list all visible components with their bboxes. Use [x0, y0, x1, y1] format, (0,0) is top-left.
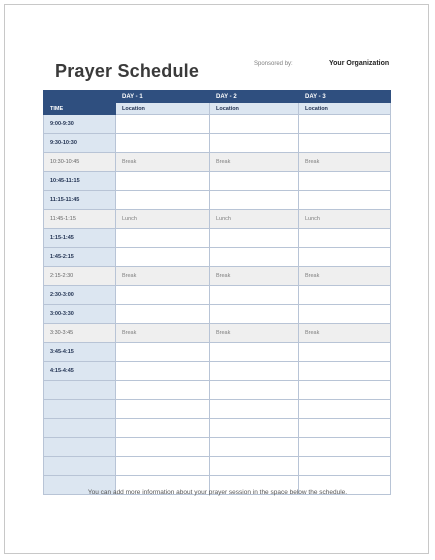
schedule-cell[interactable]: [210, 115, 299, 134]
table-row: [44, 153, 391, 172]
schedule-cell[interactable]: [116, 229, 210, 248]
schedule-cell[interactable]: [116, 115, 210, 134]
schedule-cell[interactable]: Break: [299, 153, 391, 172]
table-row: [44, 286, 391, 305]
schedule-cell[interactable]: Break: [210, 267, 299, 286]
schedule-cell[interactable]: [299, 115, 391, 134]
schedule-cell[interactable]: [210, 343, 299, 362]
schedule-cell[interactable]: [116, 191, 210, 210]
schedule-cell[interactable]: Break: [210, 324, 299, 343]
time-cell[interactable]: 3:30-3:45: [44, 324, 116, 343]
schedule-cell[interactable]: Break: [299, 267, 391, 286]
schedule-cell[interactable]: [299, 381, 391, 400]
schedule-cell[interactable]: [210, 286, 299, 305]
table-row: [44, 267, 391, 286]
schedule-cell[interactable]: [299, 248, 391, 267]
time-cell[interactable]: 9:30-10:30: [44, 134, 116, 153]
day-3-location: Location: [299, 103, 391, 115]
table-row: [44, 115, 391, 134]
footer-note: You can add more information about your prayer session in the space below the schedule.: [87, 489, 348, 496]
table-row: [44, 248, 391, 267]
schedule-cell[interactable]: [299, 457, 391, 476]
schedule-cell[interactable]: [299, 191, 391, 210]
day-1-location: Location: [116, 103, 210, 115]
time-cell[interactable]: 11:15-11:45: [44, 191, 116, 210]
table-row: [44, 324, 391, 343]
schedule-cell[interactable]: [116, 362, 210, 381]
schedule-cell[interactable]: [116, 134, 210, 153]
schedule-cell[interactable]: [299, 419, 391, 438]
time-cell[interactable]: 2:15-2:30: [44, 267, 116, 286]
table-row: [44, 457, 391, 476]
schedule-cell[interactable]: [210, 419, 299, 438]
time-cell[interactable]: 3:45-4:15: [44, 343, 116, 362]
schedule-cell[interactable]: [299, 172, 391, 191]
schedule-cell[interactable]: [210, 229, 299, 248]
schedule-cell[interactable]: [299, 134, 391, 153]
time-cell[interactable]: 4:15-4:45: [44, 362, 116, 381]
schedule-cell[interactable]: [210, 191, 299, 210]
schedule-cell[interactable]: [116, 248, 210, 267]
schedule-cell[interactable]: [299, 343, 391, 362]
schedule-cell[interactable]: Break: [299, 324, 391, 343]
schedule-cell[interactable]: [210, 134, 299, 153]
table-row: [44, 343, 391, 362]
table-row: [44, 229, 391, 248]
time-cell[interactable]: 9:00-9:30: [44, 115, 116, 134]
schedule-cell[interactable]: [299, 362, 391, 381]
time-cell[interactable]: 1:45-2:15: [44, 248, 116, 267]
time-cell[interactable]: [44, 457, 116, 476]
schedule-cell[interactable]: Lunch: [116, 210, 210, 229]
time-cell[interactable]: 11:45-1:15: [44, 210, 116, 229]
schedule-cell[interactable]: [116, 457, 210, 476]
time-cell[interactable]: 10:45-11:15: [44, 172, 116, 191]
table-row: [44, 419, 391, 438]
time-cell[interactable]: [44, 400, 116, 419]
day-3-header: DAY - 3: [299, 91, 391, 103]
schedule-cell[interactable]: Break: [116, 267, 210, 286]
table-row: [44, 381, 391, 400]
schedule-cell[interactable]: [116, 286, 210, 305]
table-row: [44, 400, 391, 419]
schedule-cell[interactable]: [210, 438, 299, 457]
schedule-body: [44, 115, 391, 495]
schedule-cell[interactable]: [116, 381, 210, 400]
schedule-cell[interactable]: [210, 248, 299, 267]
schedule-cell[interactable]: [116, 419, 210, 438]
schedule-cell[interactable]: [210, 362, 299, 381]
day-header-row: [44, 91, 391, 103]
table-row: [44, 191, 391, 210]
schedule-cell[interactable]: [210, 457, 299, 476]
day-2-location: Location: [210, 103, 299, 115]
schedule-cell[interactable]: [299, 400, 391, 419]
location-header-row: [44, 103, 391, 115]
schedule-cell[interactable]: [116, 400, 210, 419]
table-row: [44, 134, 391, 153]
sponsored-label: Sponsored by:: [254, 61, 293, 67]
schedule-cell[interactable]: [299, 229, 391, 248]
time-cell[interactable]: 1:15-1:45: [44, 229, 116, 248]
time-cell[interactable]: [44, 438, 116, 457]
schedule-cell[interactable]: Lunch: [299, 210, 391, 229]
schedule-cell[interactable]: Break: [210, 153, 299, 172]
schedule-cell[interactable]: [210, 381, 299, 400]
table-row: [44, 438, 391, 457]
time-column-header: TIME: [44, 103, 116, 115]
schedule-table: [43, 90, 391, 495]
page-title: Prayer Schedule: [55, 61, 200, 81]
schedule-cell[interactable]: [116, 305, 210, 324]
day-1-header: DAY - 1: [116, 91, 210, 103]
schedule-cell[interactable]: [210, 172, 299, 191]
time-cell[interactable]: 10:30-10:45: [44, 153, 116, 172]
schedule-cell[interactable]: [116, 343, 210, 362]
time-cell[interactable]: [44, 419, 116, 438]
schedule-cell[interactable]: [299, 438, 391, 457]
schedule-cell[interactable]: Break: [116, 324, 210, 343]
time-cell[interactable]: [44, 381, 116, 400]
schedule-cell[interactable]: [299, 305, 391, 324]
table-row: [44, 305, 391, 324]
organization-name[interactable]: Your Organization: [329, 60, 390, 67]
time-cell[interactable]: 2:30-3:00: [44, 286, 116, 305]
day-2-header: DAY - 2: [210, 91, 299, 103]
time-cell[interactable]: 3:00-3:30: [44, 305, 116, 324]
time-corner-cell: [44, 91, 116, 103]
schedule-cell[interactable]: [116, 438, 210, 457]
table-row: [44, 172, 391, 191]
schedule-cell[interactable]: [299, 286, 391, 305]
table-row: [44, 210, 391, 229]
schedule-cell[interactable]: [210, 400, 299, 419]
schedule-cell[interactable]: Lunch: [210, 210, 299, 229]
table-row: [44, 362, 391, 381]
schedule-cell[interactable]: Break: [116, 153, 210, 172]
schedule-cell[interactable]: [210, 305, 299, 324]
schedule-cell[interactable]: [116, 172, 210, 191]
